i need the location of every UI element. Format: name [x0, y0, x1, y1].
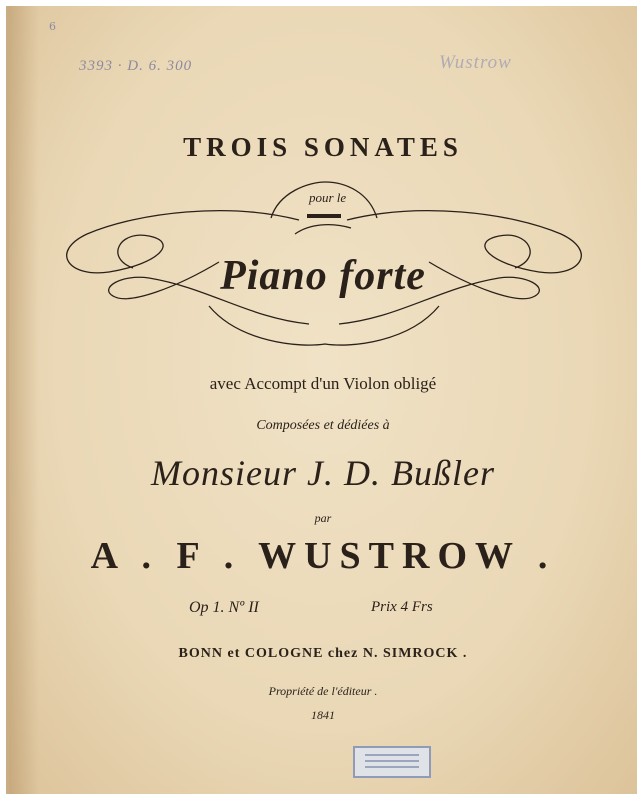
property-notice: Propriété de l'éditeur . [268, 684, 378, 698]
stamp-line [365, 760, 419, 762]
pencil-signature: Wustrow [439, 52, 512, 73]
publication-year: 1841 [311, 708, 335, 722]
par-text: par [314, 511, 332, 525]
flourish-top-swash [295, 225, 351, 234]
main-title: TROIS SONATES [183, 132, 463, 162]
pour-le-text: pour le [309, 190, 347, 205]
shelf-mark: 3393 · D. 6. 300 [79, 58, 193, 74]
corner-mark: 6 [49, 20, 56, 33]
stamp-line [365, 766, 419, 768]
stamp-line [365, 754, 419, 756]
composer-name: A . F . WUSTROW . [90, 535, 556, 577]
library-stamp [353, 746, 431, 778]
dedicatee-name: Monsieur J. D. Bußler [151, 453, 495, 493]
flourish-bottom-arc [209, 306, 439, 345]
title-page [6, 6, 637, 794]
calligraphic-flourish [9, 6, 637, 794]
price: Prix 4 Frs [371, 599, 433, 615]
instrument-title: Piano forte [220, 253, 426, 299]
dedication-intro: Composées et dédiées à [256, 418, 390, 433]
publisher-line: BONN et COLOGNE chez N. SIMROCK . [178, 646, 468, 661]
opus-number: Op 1. Nº II [189, 599, 259, 616]
accompaniment-line: avec Accompt d'un Violon obligé [209, 374, 437, 393]
